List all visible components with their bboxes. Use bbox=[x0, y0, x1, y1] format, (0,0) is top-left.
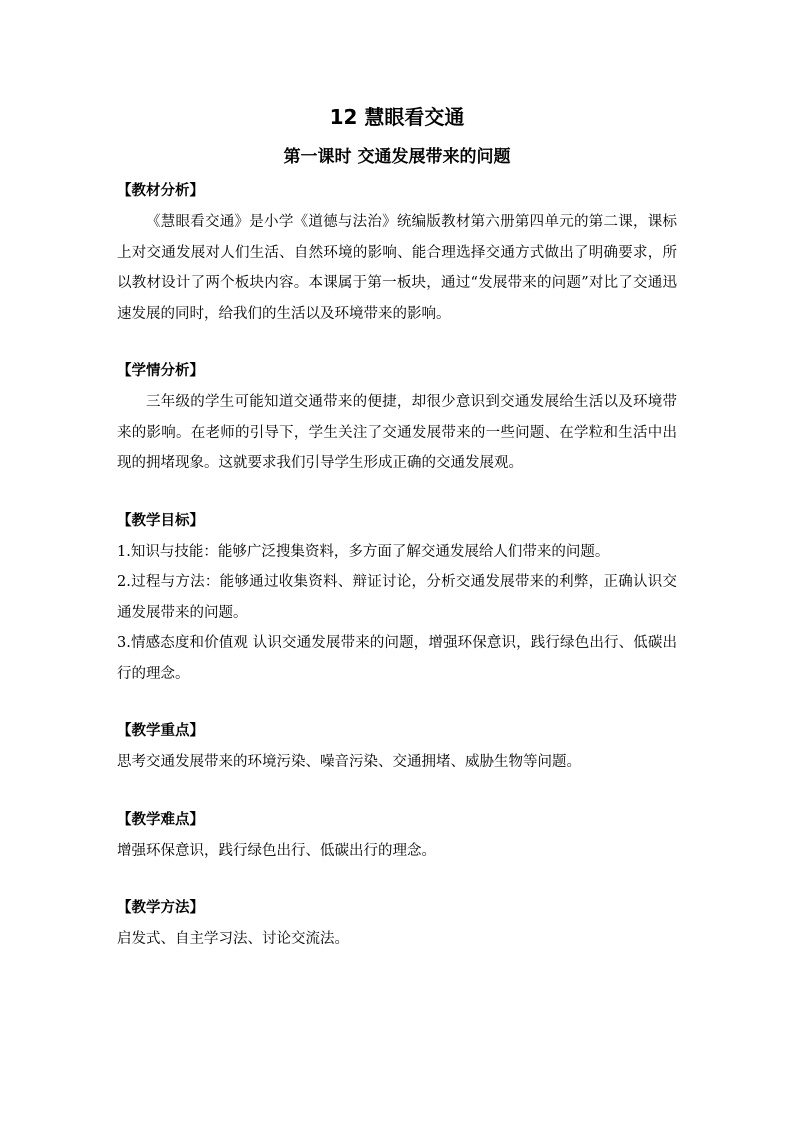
section-paragraph: 三年级的学生可能知道交通带来的便捷，却很少意识到交通发展给生活以及环境带来的影响。在老师的引导下，学生关注了交通发展带来的一些问题、在学粒和生活中出现的拥堵现象。这就要求我们引导学生形成正确的交通发展观。 bbox=[117, 394, 677, 471]
section-heading: 【教学重点】 bbox=[117, 723, 204, 739]
section-textbook-analysis bbox=[117, 179, 677, 329]
document-subtitle: 第一课时 交通发展带来的问题 bbox=[283, 147, 511, 167]
document-title: 12 慧眼看交通 bbox=[329, 105, 465, 129]
section-paragraph: 《慧眼看交通》是小学《道德与法治》统编版教材第六册第四单元的第二课，课标上对交通发展对人们生活、自然环境的影响、能合理选择交通方式做出了明确要求，所以教材设计了两个板块内容。本课属于第一板块，通过“发展带来的问题”对比了交通迅速发展的同时，给我们的生活以及环境带来的影响。 bbox=[117, 214, 677, 322]
section-text: 增强环保意识，践行绿色出行、低碳出行的理念。 bbox=[117, 842, 436, 859]
section-text: 思考交通发展带来的环境污染、噪音污染、交通拥堵、威胁生物等问题。 bbox=[117, 754, 581, 770]
section-text: 启发式、自主学习法、讨论交流法。 bbox=[117, 931, 349, 947]
section-student-analysis bbox=[117, 359, 677, 479]
document-content bbox=[117, 103, 677, 955]
section-heading: 【教学目标】 bbox=[117, 512, 204, 529]
section-teaching-objectives bbox=[117, 509, 677, 690]
section-difficult-points bbox=[117, 808, 677, 867]
section-teaching-methods bbox=[117, 896, 677, 955]
section-heading: 【教材分析】 bbox=[117, 183, 204, 199]
section-heading: 【教学方法】 bbox=[117, 900, 204, 916]
section-heading: 【教学难点】 bbox=[117, 811, 204, 828]
objective-item: 2.过程与方法：能够通过收集资料、辩证讨论，分析交通发展带来的利弊，正确认识交通发展带来的问题。 bbox=[117, 574, 677, 621]
objective-item: 1.知识与技能：能够广泛搜集资料，多方面了解交通发展给人们带来的问题。 bbox=[117, 543, 610, 560]
section-key-points bbox=[117, 719, 677, 778]
section-heading: 【学情分析】 bbox=[117, 363, 204, 379]
objective-item: 3.情感态度和价值观 认识交通发展带来的问题，增强环保意识，践行绿色出行、低碳出行的理念。 bbox=[117, 635, 677, 682]
